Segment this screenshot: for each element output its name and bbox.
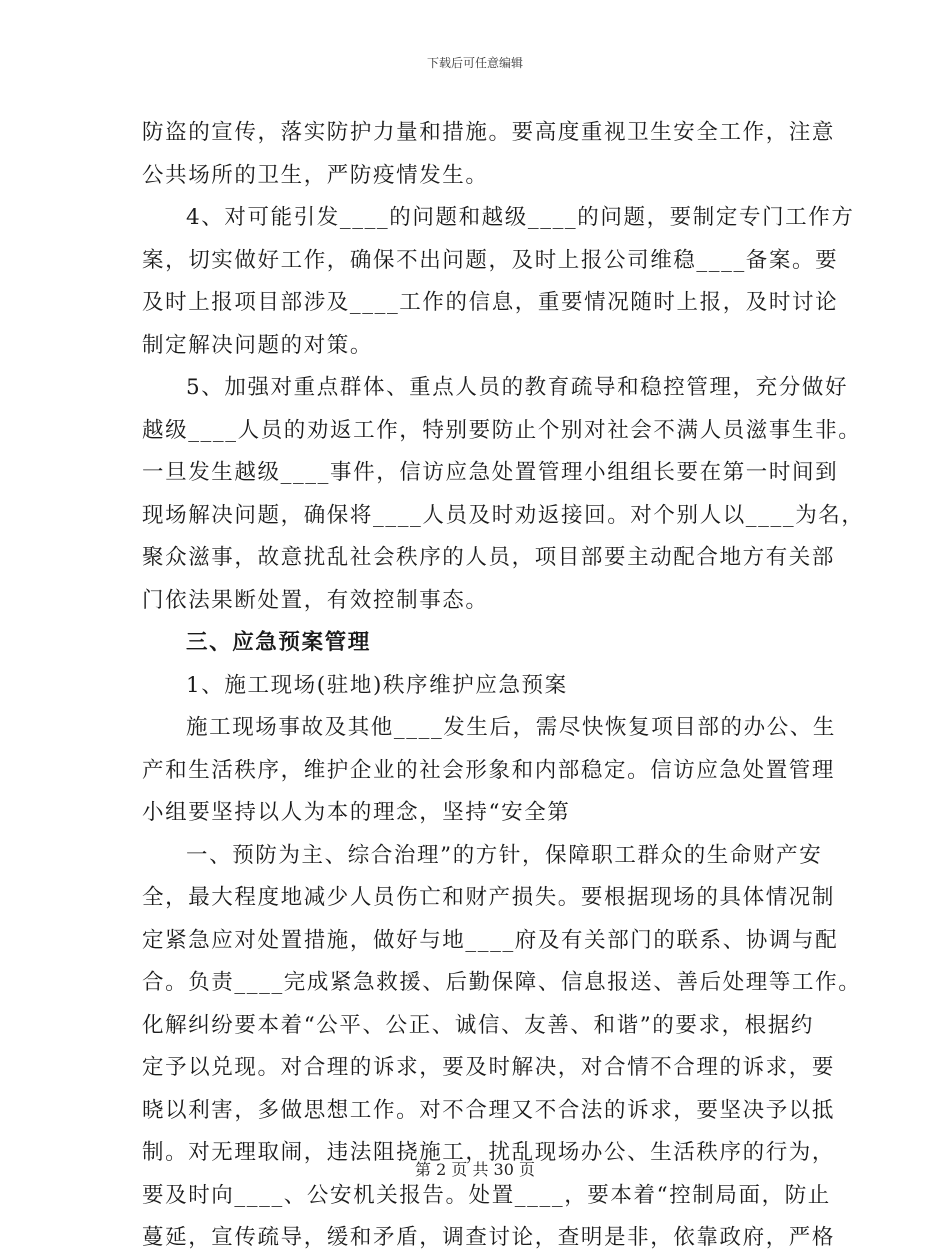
text-line: 制定解决问题的对策。 — [142, 332, 374, 358]
text-line: 全，最大程度地减少人员伤亡和财产损失。要根据现场的具体情况制 — [142, 885, 836, 910]
text-line: 4、对可能引发____的问题和越级____的问题，要制定专门工作方 — [186, 205, 855, 230]
text-line: 小组要坚持以人为本的理念，坚持“安全第 — [142, 800, 571, 825]
text-line: 1、施工现场(驻地)秩序维护应急预案 — [186, 672, 568, 698]
section-heading: 三、应急预案管理 — [186, 630, 371, 655]
text-line: 产和生活秩序，维护企业的社会形象和内部稳定。信访应急处置管理 — [142, 757, 836, 783]
text-line: 定予以兑现。对合理的诉求，要及时解决，对合情不合理的诉求，要 — [142, 1055, 836, 1080]
text-line: 要及时向____、公安机关报告。处置____，要本着“控制局面，防止 — [142, 1182, 831, 1208]
text-line: 施工现场事故及其他____发生后，需尽快恢复项目部的办公、生 — [186, 715, 837, 740]
text-line: 制。对无理取闹，违法阻挠施工，扰乱现场办公、生活秩序的行为， — [142, 1140, 836, 1165]
text-line: 定紧急应对处置措施，做好与地____府及有关部门的联系、协调与配 — [142, 927, 839, 953]
text-line: 现场解决问题，确保将____人员及时劝返接回。对个别人以____为名， — [142, 502, 865, 528]
text-line: 晓以利害，多做思想工作。对不合理又不合法的诉求，要坚决予以抵 — [142, 1097, 836, 1123]
text-line: 化解纠纷要本着“公平、公正、诚信、友善、和谐”的要求，根据约 — [142, 1012, 814, 1038]
text-line: 蔓延，宣传疏导，缓和矛盾，调查讨论，查明是非，依靠政府，严格 — [142, 1225, 836, 1250]
document-body — [142, 112, 865, 1260]
text-line: 5、加强对重点群体、重点人员的教育疏导和稳控管理，充分做好 — [186, 375, 849, 400]
text-line: 越级____人员的劝返工作，特别要防止个别对社会不满人员滋事生非。 — [142, 417, 862, 443]
text-line: 及时上报项目部涉及____工作的信息，重要情况随时上报，及时讨论 — [142, 290, 839, 315]
text-line: 门依法果断处置，有效控制事态。 — [142, 587, 489, 613]
text-line: 合。负责____完成紧急救援、后勤保障、信息报送、善后处理等工作。 — [142, 970, 862, 995]
text-line: 聚众滋事，故意扰乱社会秩序的人员，项目部要主动配合地方有关部 — [142, 545, 836, 570]
page-header: 下载后可任意编辑 — [426, 56, 523, 70]
text-line: 案，切实做好工作，确保不出问题，及时上报公司维稳____备案。要 — [142, 247, 839, 273]
text-line: 一、预防为主、综合治理”的方针，保障职工群众的生命财产安 — [186, 842, 823, 868]
text-line: 公共场所的卫生，严防疫情发生。 — [142, 162, 489, 188]
text-line: 一旦发生越级____事件，信访应急处置管理小组组长要在第一时间到 — [142, 460, 839, 485]
page-number: 第 2 页 共 30 页 — [415, 1160, 535, 1179]
text-line: 防盗的宣传，落实防护力量和措施。要高度重视卫生安全工作，注意 — [142, 120, 836, 145]
